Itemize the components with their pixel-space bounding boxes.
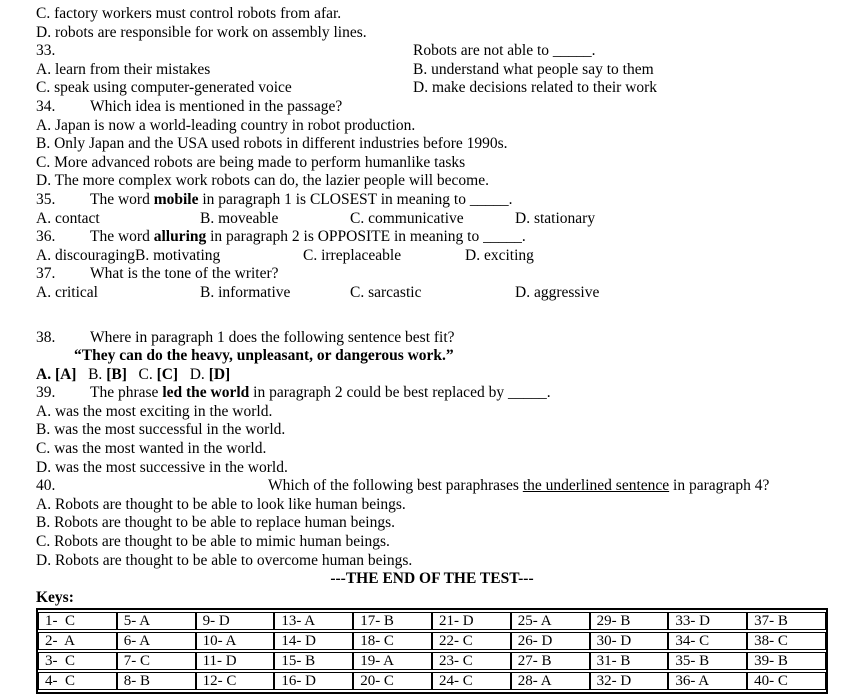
option-37-c: C. sarcastic <box>350 283 422 301</box>
keys-row-4 <box>38 672 826 690</box>
key-cell: 23- C <box>432 652 511 670</box>
key-cell: 17- B <box>353 612 432 630</box>
key-cell: 7- C <box>117 652 196 670</box>
option-35-c: C. communicative <box>350 209 464 227</box>
key-cell: 9- D <box>196 612 275 630</box>
question-35-number: 35. <box>36 190 56 208</box>
key-cell: 28- A <box>511 672 590 690</box>
option-34-a: A. Japan is now a world-leading country in robot production. <box>36 116 416 134</box>
question-39-stem: The phrase led the world in paragraph 2 could be best replaced by _____. <box>90 384 551 402</box>
question-35-stem: The word mobile in paragraph 1 is CLOSEST in meaning to _____. <box>90 190 513 208</box>
answer-keys-table <box>36 608 828 694</box>
question-37-options <box>36 284 850 303</box>
option-40-c: C. Robots are thought to be able to mimic human beings. <box>36 533 390 551</box>
key-cell: 37- B <box>747 612 826 630</box>
key-cell: 22- C <box>432 632 511 650</box>
option-34-b: B. Only Japan and the USA used robots in different industries before 1990s. <box>36 135 508 153</box>
key-cell: 16- D <box>274 672 353 690</box>
key-cell: 14- D <box>274 632 353 650</box>
key-cell: 35- B <box>668 652 747 670</box>
option-35-d: D. stationary <box>515 209 596 227</box>
question-33-number: 33. <box>36 42 56 60</box>
question-38-stem: Where in paragraph 1 does the following sentence best fit? <box>90 328 455 346</box>
key-cell: 2- A <box>38 632 117 650</box>
key-cell: 1- C <box>38 612 117 630</box>
key-cell: 25- A <box>511 612 590 630</box>
key-cell: 19- A <box>353 652 432 670</box>
option-40-b: B. Robots are thought to be able to replace human beings. <box>36 514 395 532</box>
option-39-c: C. was the most wanted in the world. <box>36 440 267 458</box>
key-cell: 11- D <box>196 652 275 670</box>
option-33-c: C. speak using computer-generated voice <box>36 79 292 97</box>
option-38-a: A. [A] <box>36 365 77 383</box>
option-33-d: D. make decisions related to their work <box>413 79 658 97</box>
key-cell: 15- B <box>274 652 353 670</box>
key-cell: 30- D <box>590 632 669 650</box>
question-40-number: 40. <box>36 477 56 495</box>
question-37-number: 37. <box>36 265 56 283</box>
keys-label: Keys: <box>36 588 74 606</box>
key-cell: 38- C <box>747 632 826 650</box>
end-of-test-line: ---THE END OF THE TEST--- <box>330 570 534 588</box>
key-cell: 21- D <box>432 612 511 630</box>
question-33-row <box>36 42 850 61</box>
option-34-d: D. The more complex work robots can do, the lazier people will become. <box>36 172 489 190</box>
option-36-b: B. motivating <box>135 246 221 264</box>
option-37-b: B. informative <box>200 283 291 301</box>
key-cell: 3- C <box>38 652 117 670</box>
option-33-a: A. learn from their mistakes <box>36 60 211 78</box>
option-39-b: B. was the most successful in the world. <box>36 421 286 439</box>
key-cell: 34- C <box>668 632 747 650</box>
key-cell: 32- D <box>590 672 669 690</box>
option-39-d: D. was the most successive in the world. <box>36 458 288 476</box>
key-cell: 24- C <box>432 672 511 690</box>
keys-row-1 <box>38 612 826 630</box>
key-cell: 31- B <box>590 652 669 670</box>
question-35-row <box>36 191 850 210</box>
key-cell: 10- A <box>196 632 275 650</box>
question-39-keyword: led the world <box>162 384 250 402</box>
question-33-stem: Robots are not able to _____. <box>413 42 596 60</box>
option-38-c: C. [C] <box>138 365 179 383</box>
option-36-a: A. discouraging <box>36 246 136 264</box>
key-cell: 20- C <box>353 672 432 690</box>
key-cell: 6- A <box>117 632 196 650</box>
keys-row-3 <box>38 652 826 670</box>
option-36-c: C. irreplaceable <box>303 246 402 264</box>
option-38-d: D. [D] <box>189 365 231 383</box>
question-34-row <box>36 98 850 117</box>
key-cell: 33- D <box>668 612 747 630</box>
question-36-number: 36. <box>36 228 56 246</box>
question-38-row <box>36 329 850 348</box>
question-33-options-ab <box>36 61 850 80</box>
key-cell: 39- B <box>747 652 826 670</box>
question-37-stem: What is the tone of the writer? <box>90 265 279 283</box>
question-35-options <box>36 210 850 229</box>
option-34-c: C. More advanced robots are being made to perform humanlike tasks <box>36 153 466 171</box>
option-40-d: D. Robots are thought to be able to overcome human beings. <box>36 551 413 569</box>
prev-question-option-c: C. factory workers must control robots from afar. <box>36 5 342 22</box>
keys-row-2 <box>38 632 826 650</box>
option-35-a: A. contact <box>36 209 100 227</box>
option-38-b: B. [B] <box>88 365 127 383</box>
question-40-underlined-phrase: the underlined sentence <box>522 477 670 495</box>
option-37-a: A. critical <box>36 283 98 301</box>
key-cell: 12- C <box>196 672 275 690</box>
question-34-number: 34. <box>36 97 56 115</box>
key-cell: 13- A <box>274 612 353 630</box>
question-39-row <box>36 384 850 403</box>
question-38-number: 38. <box>36 328 56 346</box>
option-40-a: A. Robots are thought to be able to look like human beings. <box>36 495 406 513</box>
key-cell: 36- A <box>668 672 747 690</box>
question-40-row <box>36 477 850 496</box>
option-36-ab <box>36 247 303 266</box>
option-35-b: B. moveable <box>200 209 279 227</box>
option-39-a: A. was the most exciting in the world. <box>36 402 273 420</box>
question-36-row <box>36 228 850 247</box>
prev-question-option-d: D. robots are responsible for work on assembly lines. <box>36 23 367 41</box>
question-36-options <box>36 247 850 266</box>
option-36-d: D. exciting <box>465 246 534 264</box>
question-33-options-cd <box>36 79 850 98</box>
question-40-stem: Which of the following best paraphrases the underlined sentence in paragraph 4? <box>268 477 770 495</box>
question-38-options <box>36 366 850 385</box>
question-39-number: 39. <box>36 384 56 402</box>
key-cell: 18- C <box>353 632 432 650</box>
option-33-b: B. understand what people say to them <box>413 60 654 78</box>
key-cell: 26- D <box>511 632 590 650</box>
question-35-keyword: mobile <box>153 190 199 208</box>
option-37-d: D. aggressive <box>515 283 600 301</box>
blank-gap <box>36 303 850 329</box>
key-cell: 5- A <box>117 612 196 630</box>
key-cell: 27- B <box>511 652 590 670</box>
key-cell: 4- C <box>38 672 117 690</box>
key-cell: 40- C <box>747 672 826 690</box>
question-38-quoted-sentence: “They can do the heavy, unpleasant, or dangerous work.” <box>74 347 454 365</box>
question-37-row <box>36 265 850 284</box>
key-cell: 29- B <box>590 612 669 630</box>
key-cell: 8- B <box>117 672 196 690</box>
question-36-keyword: alluring <box>153 228 207 246</box>
question-34-stem: Which idea is mentioned in the passage? <box>90 97 343 115</box>
question-36-stem: The word alluring in paragraph 2 is OPPOSITE in meaning to _____. <box>90 228 526 246</box>
